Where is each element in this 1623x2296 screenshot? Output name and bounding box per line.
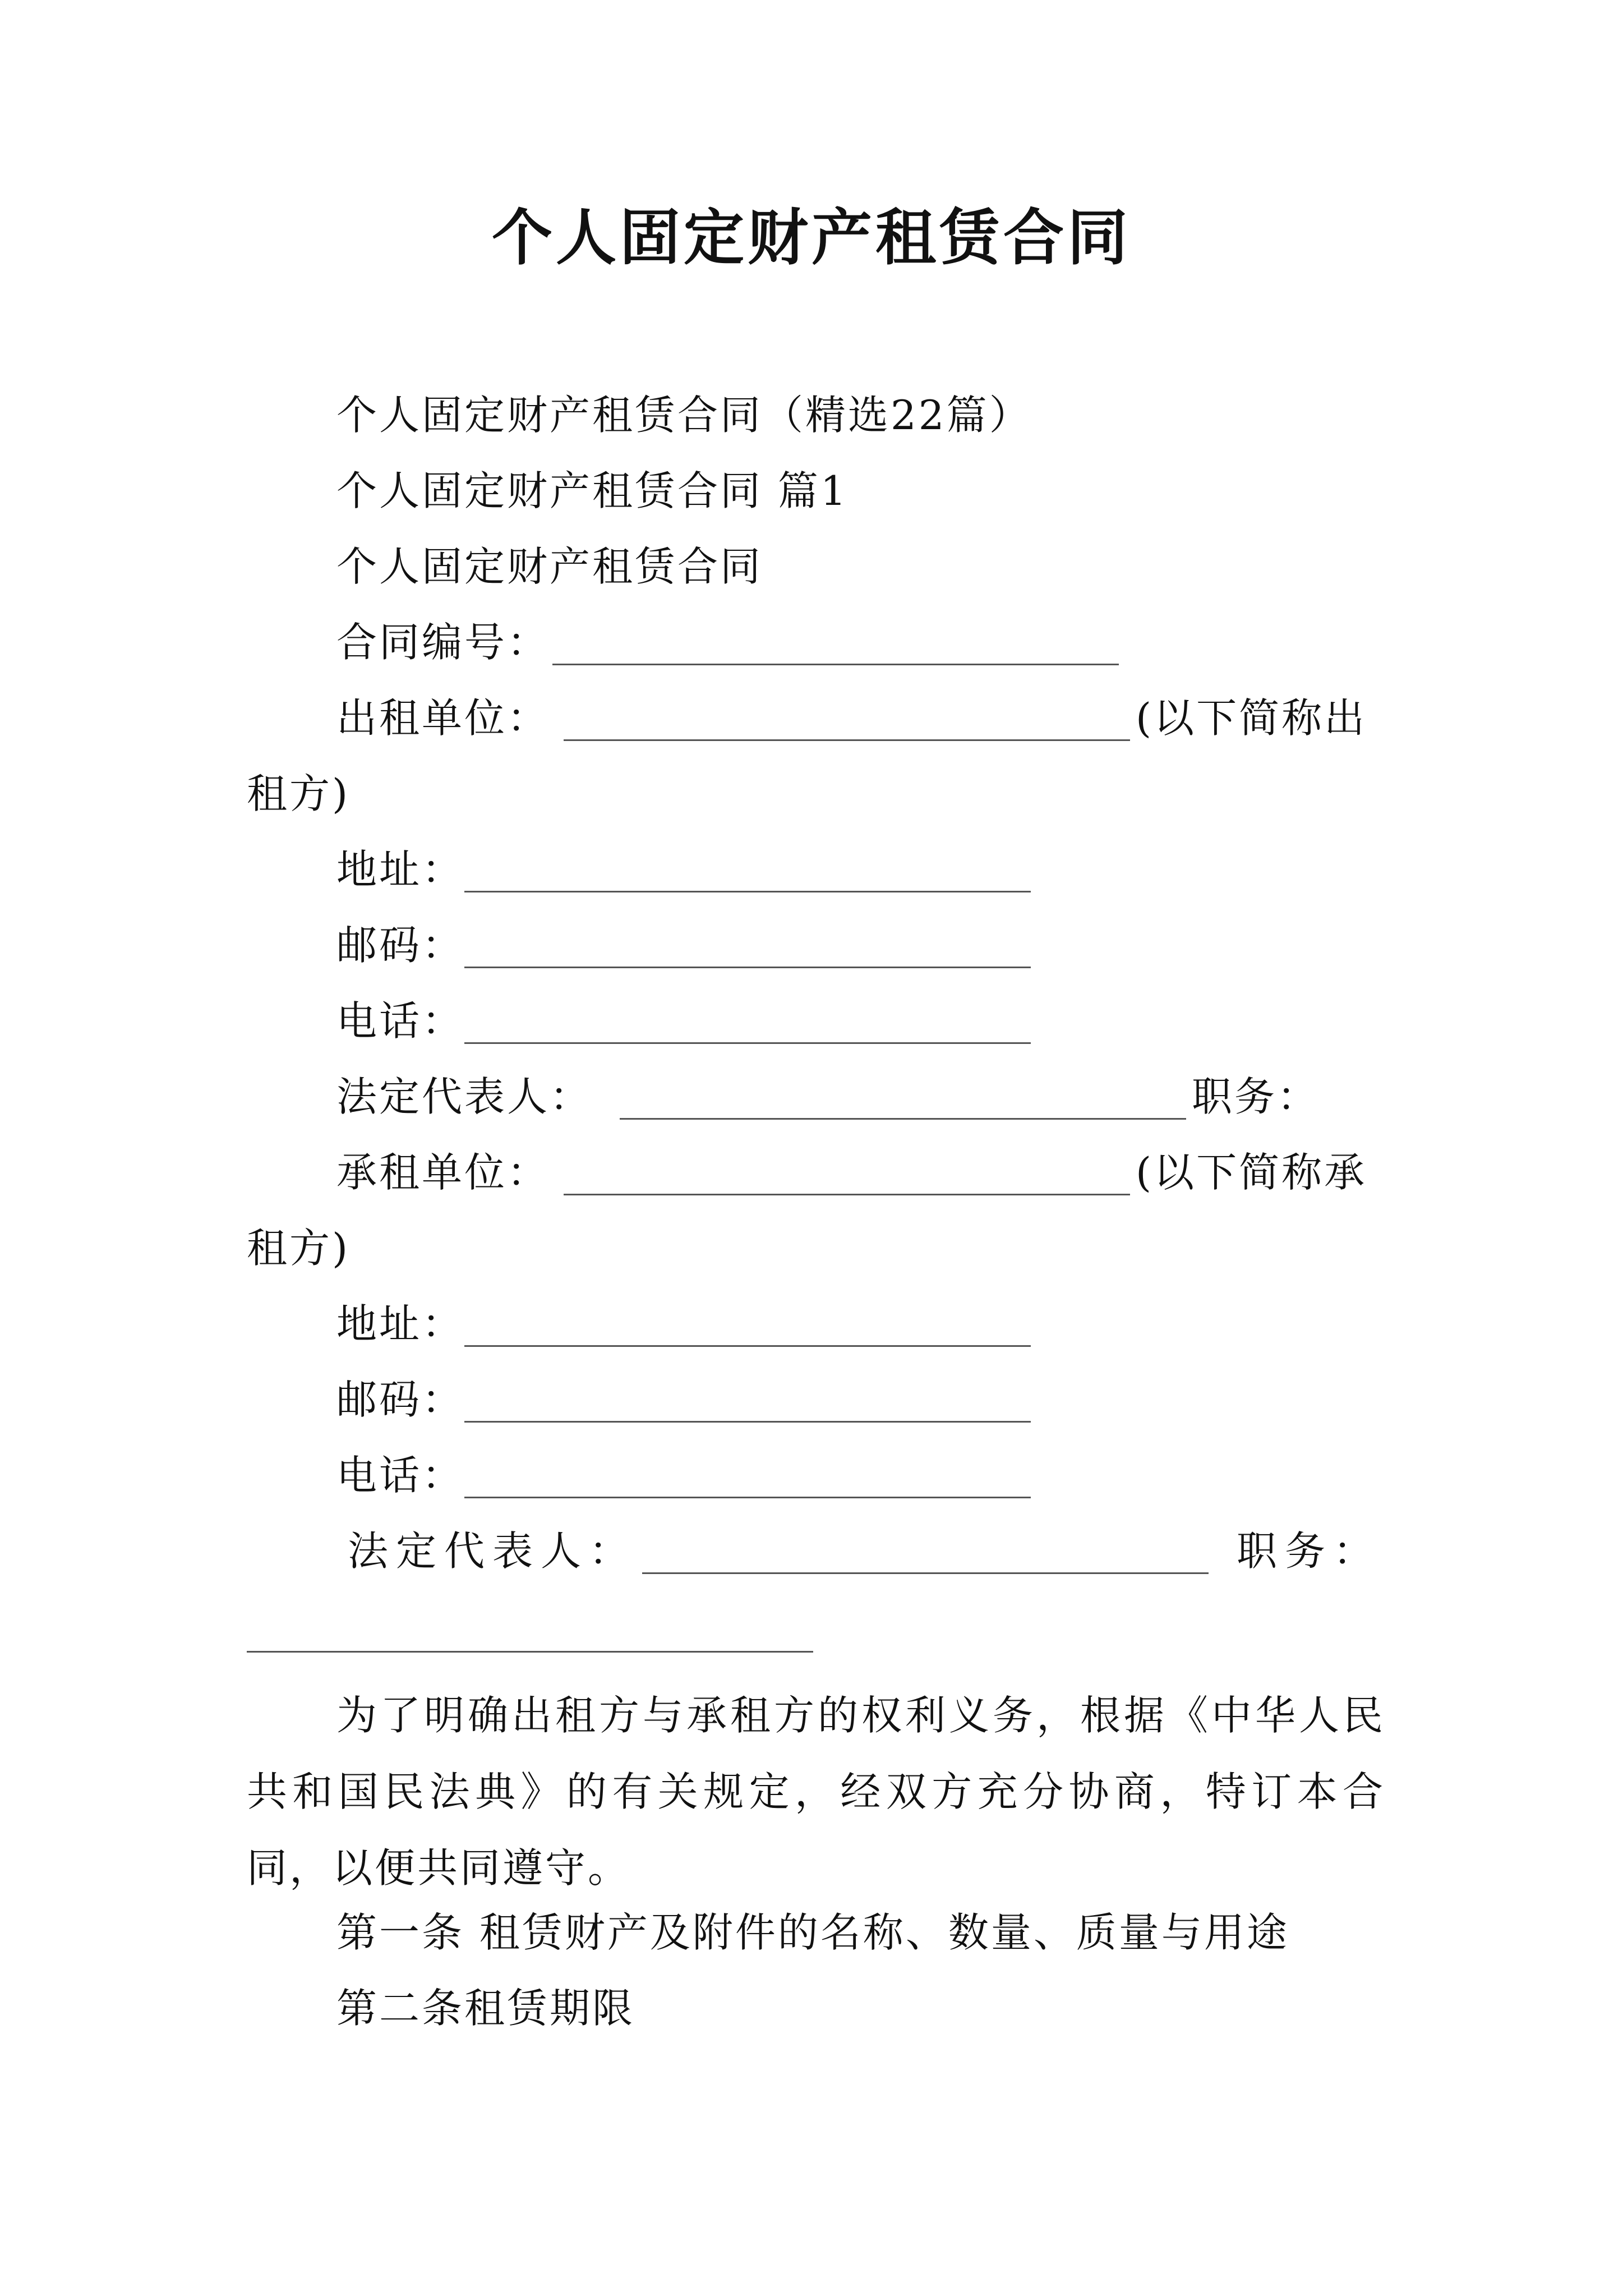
lessee-address-label: 地址： <box>336 1300 465 1347</box>
document-subtitle: 个人固定财产租赁合同（精选22篇） <box>336 392 1032 439</box>
lessor-unit-label: 出租单位： <box>336 694 550 742</box>
lessor-unit-suffix-cont: 租方) <box>247 770 351 817</box>
lessee-zip-blank[interactable] <box>464 1421 1031 1423</box>
lessor-address-blank[interactable] <box>464 891 1031 892</box>
lessee-zip-label: 邮码： <box>336 1376 465 1423</box>
preamble-paragraph: 为了明确出租方与承租方的权利义务，根据《中华人民共和国民法典》的有关规定，经双方充分协商，特订本合同，以便共同遵守。 <box>247 1692 1385 1892</box>
lessee-position-blank[interactable] <box>247 1651 813 1653</box>
article-2-heading: 第二条租赁期限 <box>336 1985 635 2032</box>
lessor-phone-blank[interactable] <box>464 1042 1031 1044</box>
lessee-unit-suffix-cont: 租方) <box>247 1225 351 1272</box>
lessor-phone-label: 电话： <box>336 997 465 1045</box>
contract-no-blank[interactable] <box>552 664 1119 665</box>
lessor-zip-label: 邮码： <box>336 922 465 969</box>
lessee-unit-blank[interactable] <box>564 1194 1130 1195</box>
lessee-address-blank[interactable] <box>464 1345 1031 1347</box>
lessor-unit-blank[interactable] <box>564 739 1130 741</box>
lessee-position-label: 职务： <box>1237 1527 1382 1575</box>
lessee-unit-suffix: (以下简称承 <box>1136 1149 1367 1196</box>
lessee-rep-blank[interactable] <box>642 1572 1209 1574</box>
lessor-address-label: 地址： <box>336 846 465 893</box>
lessor-zip-blank[interactable] <box>464 967 1031 968</box>
article-1-heading: 第一条 租赁财产及附件的名称、数量、质量与用途 <box>336 1909 1289 1956</box>
lessee-phone-label: 电话： <box>336 1452 465 1499</box>
section-heading: 个人固定财产租赁合同 篇1 <box>336 467 849 514</box>
lessee-phone-blank[interactable] <box>464 1497 1031 1498</box>
contract-name: 个人固定财产租赁合同 <box>336 543 763 590</box>
contract-no-label: 合同编号： <box>336 619 550 666</box>
lessor-unit-suffix: (以下简称出 <box>1136 694 1367 742</box>
lessor-position-label: 职务： <box>1192 1073 1320 1120</box>
lessee-unit-label: 承租单位： <box>336 1149 550 1196</box>
lessor-rep-blank[interactable] <box>620 1118 1186 1120</box>
lessee-rep-label: 法定代表人： <box>348 1527 638 1575</box>
document-title: 个人固定财产租赁合同 <box>491 203 1131 273</box>
lessor-rep-label: 法定代表人： <box>336 1073 593 1120</box>
